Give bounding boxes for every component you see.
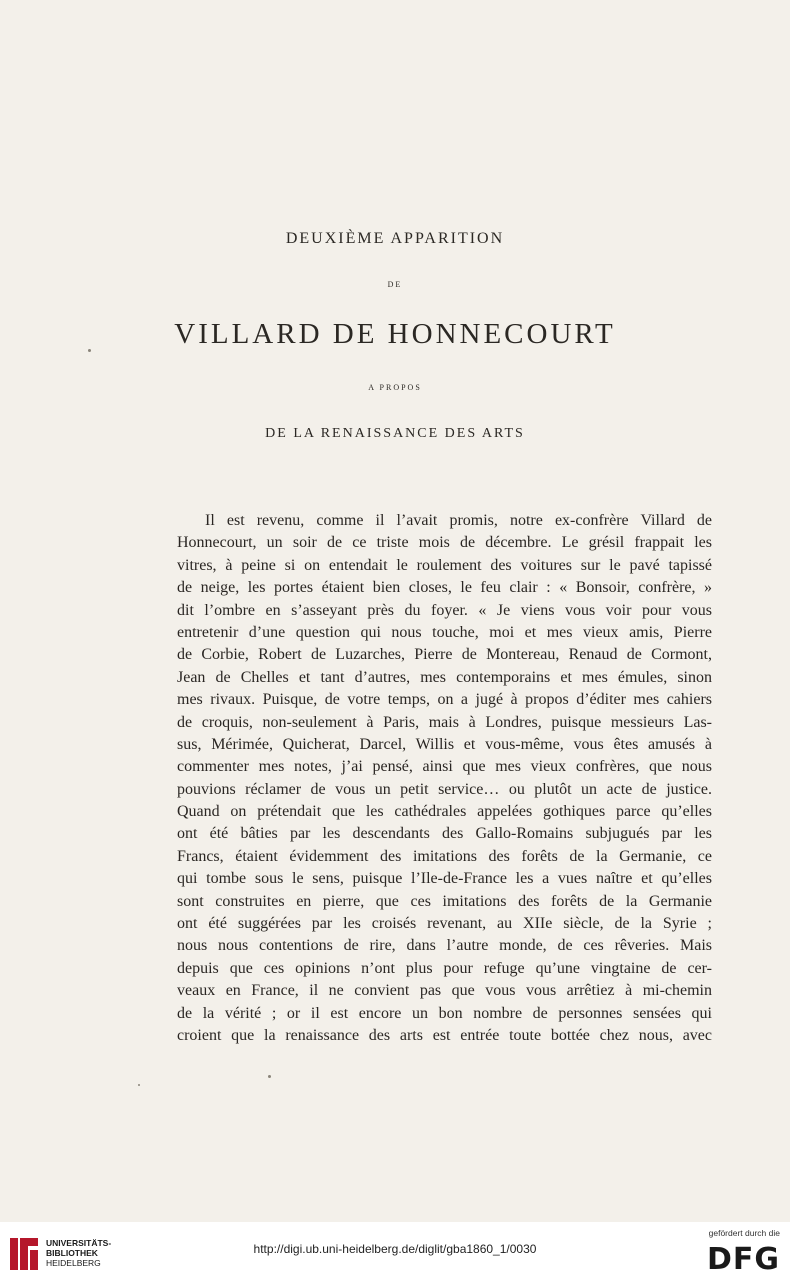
text-line: sont construites en pierre, que ces imitations des forêts de la Germanie xyxy=(177,892,712,910)
text-line: de neige, les portes étaient bien closes, le feu clair : « Bonsoir, confrère, » xyxy=(177,579,712,597)
text-line: depuis que ces opinions n’ont plus pour refuge qu’une vingtaine de cer- xyxy=(177,959,712,977)
text-line: ont été bâties par les descendants des Gallo-Romains subjugués par les xyxy=(177,825,712,843)
sponsor-logo[interactable] xyxy=(694,1228,780,1278)
text-line: qui tombe sous le sens, puisque l’Ile-de-France les a vues naître et qu’elles xyxy=(177,870,712,888)
text-line: commenter mes notes, j’ai pensé, ainsi que mes vieux confrères, que nous xyxy=(177,758,712,776)
text-line: sus, Mérimée, Quicherat, Darcel, Willis et vous-même, vous êtes amusés à xyxy=(177,735,712,753)
text-line: vitres, à peine si on entendait le roulement des voitures sur le pavé tapissé xyxy=(177,556,712,574)
text-line: ont été suggérées par les croisés revenant, au XIIe siècle, de la Syrie ; xyxy=(177,915,712,933)
page-subtitle: DE LA RENAISSANCE DES ARTS xyxy=(265,426,525,441)
text-line: Francs, étaient évidemment des imitations des forêts de la Germanie, ce xyxy=(177,847,712,865)
heading-a-propos: A PROPOS xyxy=(368,383,422,392)
library-name-line: HEIDELBERG xyxy=(46,1258,101,1268)
paper-speck xyxy=(88,349,91,352)
text-line: pouvions réclamer de vous un petit service… ou plutôt un acte de justice. xyxy=(177,780,712,798)
text-line: veaux en France, il ne convient pas que vous vous arrêtiez à mi-chemin xyxy=(177,982,712,1000)
text-line: de Corbie, Robert de Luzarches, Pierre de Montereau, Renaud de Cormont, xyxy=(177,646,712,664)
body-paragraph xyxy=(177,510,712,1047)
text-line: Jean de Chelles et tant d’autres, mes contemporains et mes émules, sinon xyxy=(177,668,712,686)
heading-deuxieme-apparition: DEUXIÈME APPARITION xyxy=(285,230,505,247)
paper-speck xyxy=(138,1084,140,1086)
dfg-logo-icon: DFG xyxy=(706,1242,780,1277)
text-line: Quand on prétendait que les cathédrales appelées gothiques parce qu’elles xyxy=(177,803,712,821)
text-line: dit l’ombre en s’asseyant près du foyer. « Je viens vous voir pour vous xyxy=(177,601,712,619)
text-line: entretenir d’une question qui nous touche, moi et mes vieux amis, Pierre xyxy=(177,623,712,641)
text-line: Honnecourt, un soir de ce triste mois de décembre. Le grésil frappait les xyxy=(177,534,712,552)
library-name-line: BIBLIOTHEK xyxy=(46,1248,98,1258)
text-line: croient que la renaissance des arts est entrée toute bottée chez nous, avec xyxy=(177,1026,712,1044)
page-title: VILLARD DE HONNECOURT xyxy=(174,318,616,350)
text-line: de croquis, non-seulement à Paris, mais à Londres, puisque messieurs Las- xyxy=(177,713,712,731)
heading-de: DE xyxy=(387,280,403,289)
text-line: Il est revenu, comme il l’avait promis, notre ex-confrère Villard de xyxy=(205,512,712,529)
footer-bar xyxy=(0,1222,790,1283)
text-line: nous nous contentions de rire, dans l’autre monde, de ces rêveries. Mais xyxy=(177,937,712,955)
source-url-link[interactable]: http://digi.ub.uni-heidelberg.de/diglit/gba1860_1/0030 xyxy=(253,1242,537,1256)
library-name-line: UNIVERSITÄTS- xyxy=(46,1238,112,1248)
text-line: de la vérité ; or il est encore un bon nombre de personnes sensées qui xyxy=(177,1004,712,1022)
sponsor-caption: gefördert durch die xyxy=(708,1228,780,1238)
paper-speck xyxy=(268,1075,271,1078)
text-line: mes rivaux. Puisque, de votre temps, on a jugé à propos d’éditer mes cahiers xyxy=(177,691,712,709)
